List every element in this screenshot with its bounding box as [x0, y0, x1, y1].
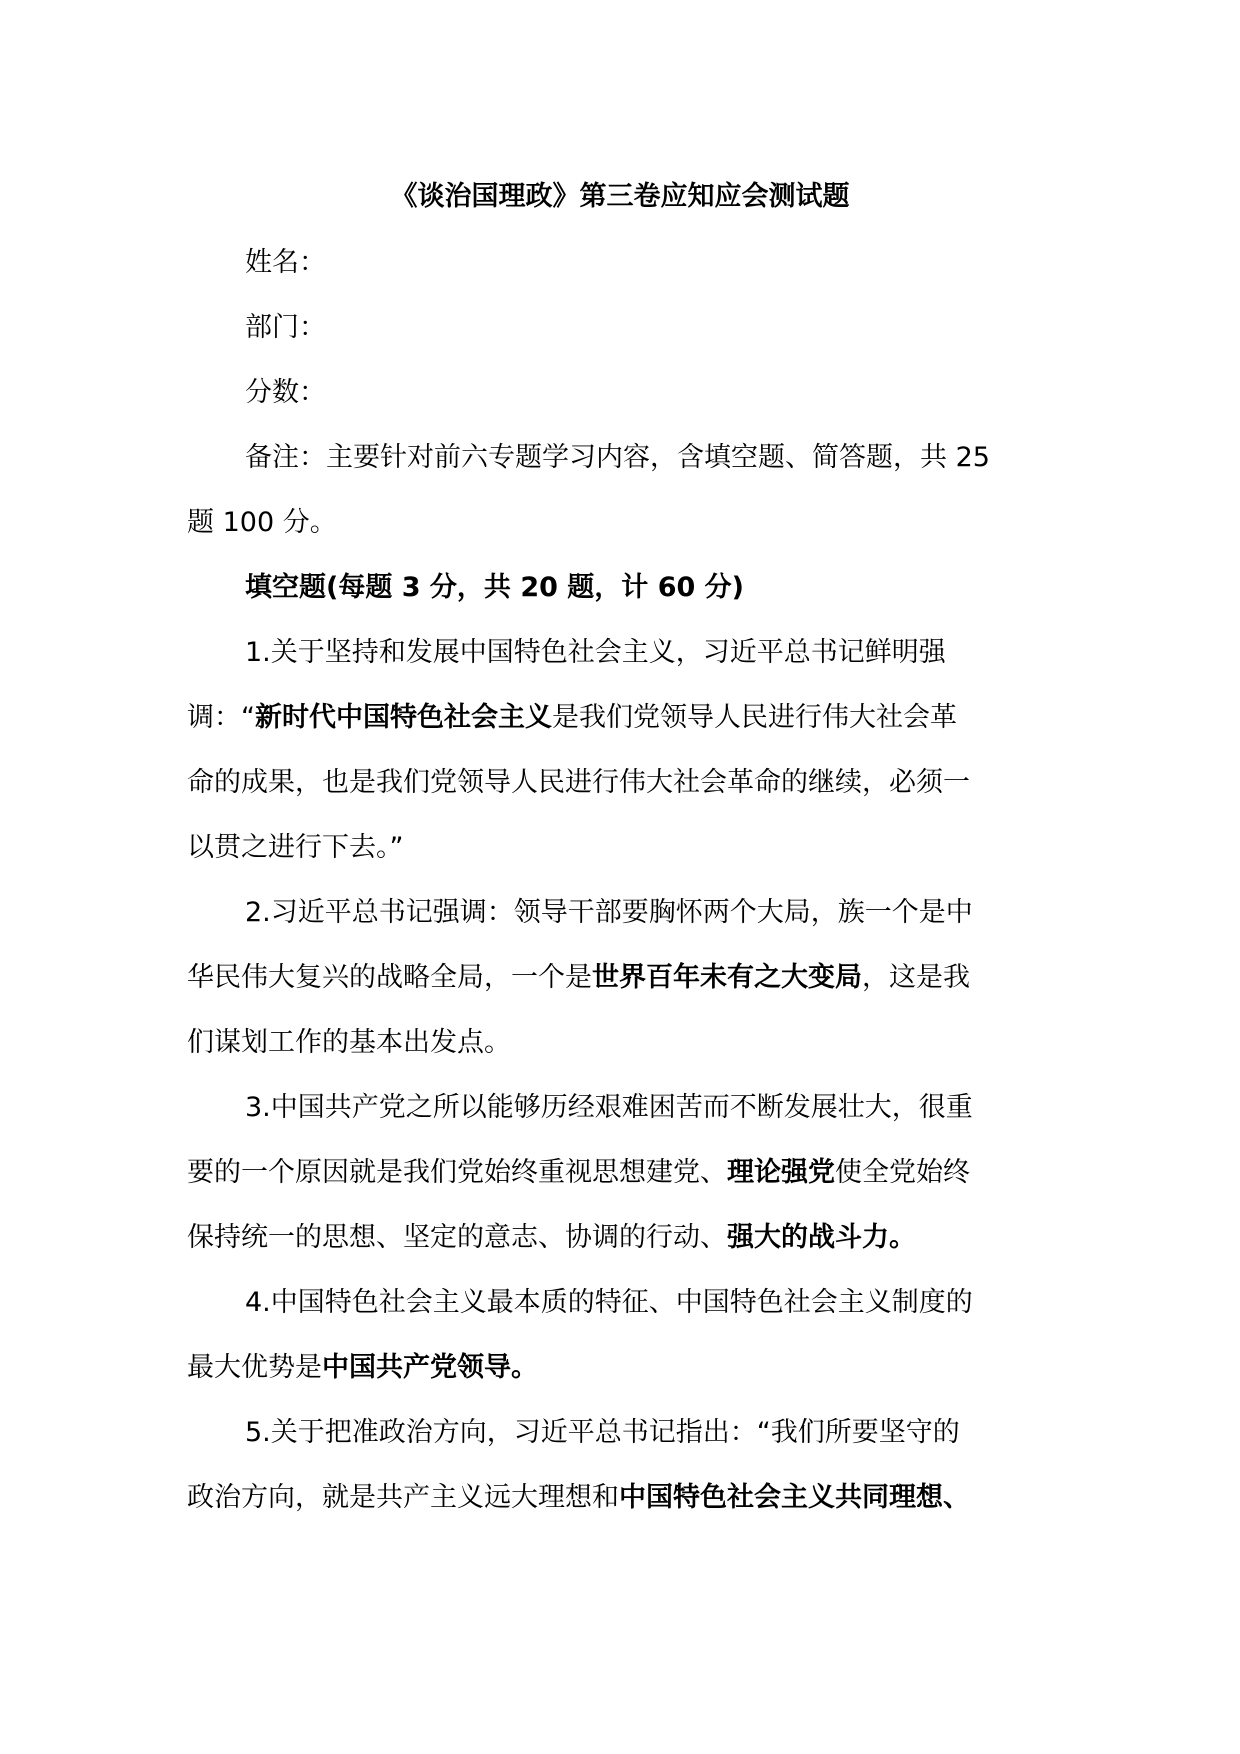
question-3-text: 保持统一的思想、坚定的意志、协调的行动、: [187, 1222, 727, 1253]
question-3-text: 使全党始终: [835, 1157, 970, 1188]
question-3-line-1: 3.中国共产党之所以能够历经艰难困苦而不断发展壮大，很重: [245, 1092, 973, 1123]
question-2-answer: 世界百年未有之大变局: [592, 962, 862, 993]
question-4-answer: 中国共产党领导。: [322, 1352, 538, 1383]
question-1-line-1: 1.关于坚持和发展中国特色社会主义，习近平总书记鲜明强: [245, 637, 946, 668]
question-2-line-3: 们谋划工作的基本出发点。: [187, 1027, 511, 1058]
question-1-line-2: [187, 685, 1053, 750]
section-heading-fill-blank: 填空题(每题 3 分，共 20 题，计 60 分): [245, 572, 745, 603]
question-1-answer: 新时代中国特色社会主义: [255, 702, 552, 733]
question-1-text: 调：“: [187, 702, 255, 733]
question-3-line-3: [187, 1205, 1053, 1270]
question-5-answer: 中国特色社会主义共同理想、: [619, 1482, 970, 1513]
question-2-text: ，这是我: [862, 962, 970, 993]
question-3-answer: 强大的战斗力。: [727, 1222, 916, 1253]
question-1-line-4: 以贯之进行下去。”: [187, 832, 404, 863]
question-4-line-2: [187, 1335, 1053, 1400]
question-4-line-1: 4.中国特色社会主义最本质的特征、中国特色社会主义制度的: [245, 1287, 973, 1318]
score-field-label: 分数：: [245, 377, 326, 408]
question-3-text: 要的一个原因就是我们党始终重视思想建党、: [187, 1157, 727, 1188]
document-title: 《谈治国理政》第三卷应知应会测试题: [390, 181, 850, 212]
question-4-text: 最大优势是: [187, 1352, 322, 1383]
document-page: [187, 172, 1053, 1530]
question-1-text: 是我们党领导人民进行伟大社会革: [552, 702, 957, 733]
note-line-1: 备注：主要针对前六专题学习内容，含填空题、简答题，共 25: [245, 442, 990, 473]
question-5-line-1: 5.关于把准政治方向，习近平总书记指出：“我们所要坚守的: [245, 1417, 960, 1448]
question-5-text: 政治方向，就是共产主义远大理想和: [187, 1482, 619, 1513]
question-1-line-3: 命的成果，也是我们党领导人民进行伟大社会革命的继续，必须一: [187, 767, 970, 798]
question-2-text: 华民伟大复兴的战略全局，一个是: [187, 962, 592, 993]
question-3-answer: 理论强党: [727, 1157, 835, 1188]
question-2-line-1: 2.习近平总书记强调：领导干部要胸怀两个大局，族一个是中: [245, 897, 973, 928]
question-2-line-2: [187, 945, 1053, 1010]
department-field-label: 部门：: [245, 312, 326, 343]
name-field-label: 姓名：: [245, 247, 326, 278]
note-line-2: 题 100 分。: [187, 507, 337, 538]
question-3-line-2: [187, 1140, 1053, 1205]
question-5-line-2: [187, 1465, 1053, 1530]
